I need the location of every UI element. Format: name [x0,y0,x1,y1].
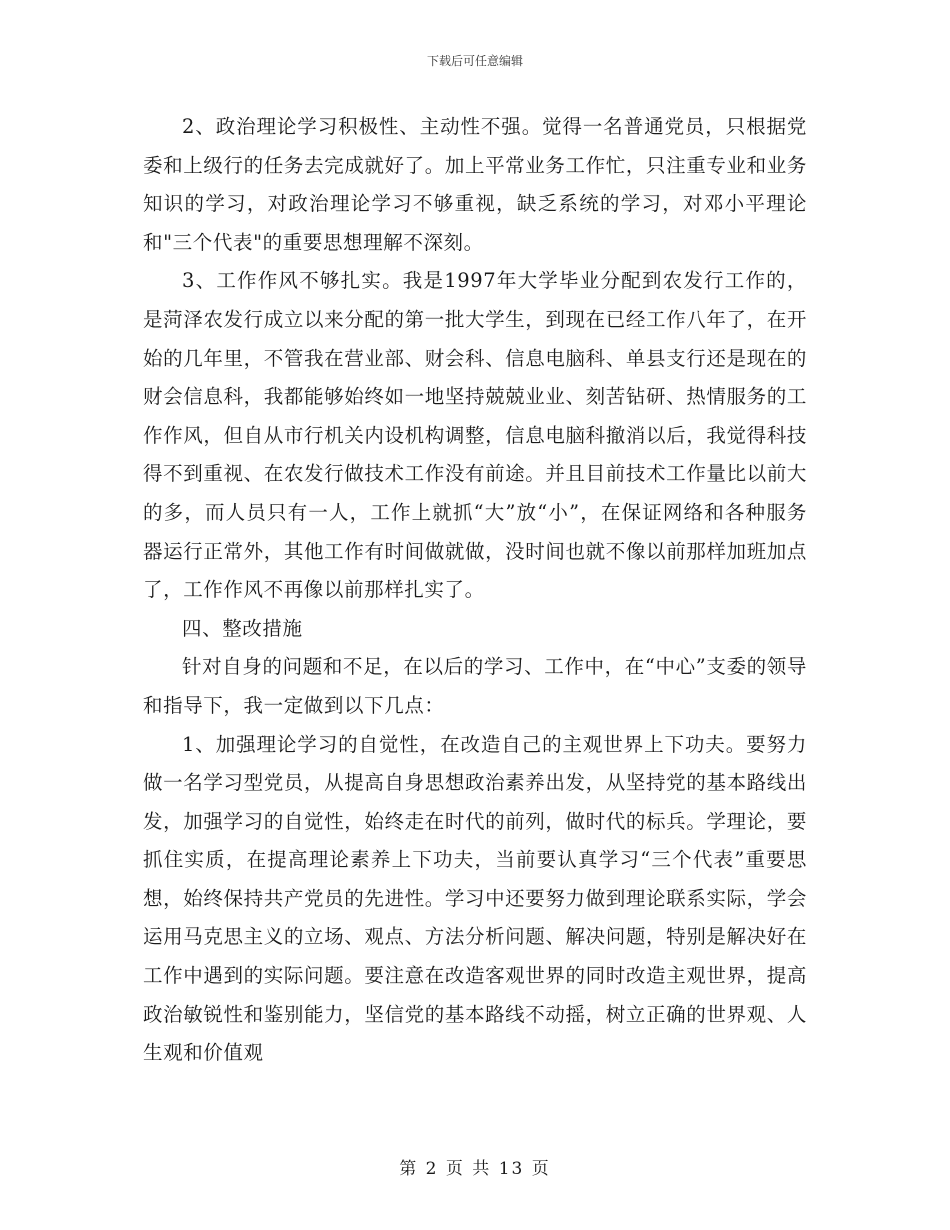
paragraph-intro: 针对自身的问题和不足，在以后的学习、工作中，在“中心”支委的领导和指导下，我一定做到以下几点： [143,655,807,717]
page-header-note: 下载后可任意编辑 [426,54,523,68]
paragraph-point-2: 2、政治理论学习积极性、主动性不强。觉得一名普通党员，只根据党委和上级行的任务去完成就好了。加上平常业务工作忙，只注重专业和业务知识的学习，对政治理论学习不够重视，缺乏系统的学习，对邓小平理论和"三个代表"的重要思想理解不深刻。 [143,115,807,254]
paragraph-point-3: 3、工作作风不够扎实。我是1997年大学毕业分配到农发行工作的，是菏泽农发行成立以来分配的第一批大学生，到现在已经工作八年了，在开始的几年里，不管我在营业部、财会科、信息电脑科、单县支行还是现在的财会信息科，我都能够始终如一地坚持兢兢业业、刻苦钻研、热情服务的工作作风，但自从市行机关内设机构调整，信息电脑科撤消以后，我觉得科技得不到重视、在农发行做技术工作没有前途。并且目前技术工作量比以前大的多，而人员只有一人，工作上就抓“大”放“小”，在保证网络和各种服务器运行正常外，其他工作有时间做就做，没时间也就不像以前那样加班加点了，工作作风不再像以前那样扎实了。 [143,269,807,602]
paragraph-measure-1: 1、加强理论学习的自觉性，在改造自己的主观世界上下功夫。要努力做一名学习型党员，从提高自身思想政治素养出发，从坚持党的基本路线出发，加强学习的自觉性，始终走在时代的前列，做时代的标兵。学理论，要抓住实质，在提高理论素养上下功夫，当前要认真学习“三个代表”重要思想，始终保持共产党员的先进性。学习中还要努力做到理论联系实际，学会运用马克思主义的立场、观点、方法分析问题、解决问题，特别是解决好在工作中遇到的实际问题。要注意在改造客观世界的同时改造主观世界，提高政治敏锐性和鉴别能力，坚信党的基本路线不动摇，树立正确的世界观、人生观和价值观 [143,732,807,1065]
section-heading-rectification: 四、整改措施 [182,616,303,640]
document-body [143,108,807,1073]
page-number: 第 2 页 共 13 页 [399,1159,551,1179]
